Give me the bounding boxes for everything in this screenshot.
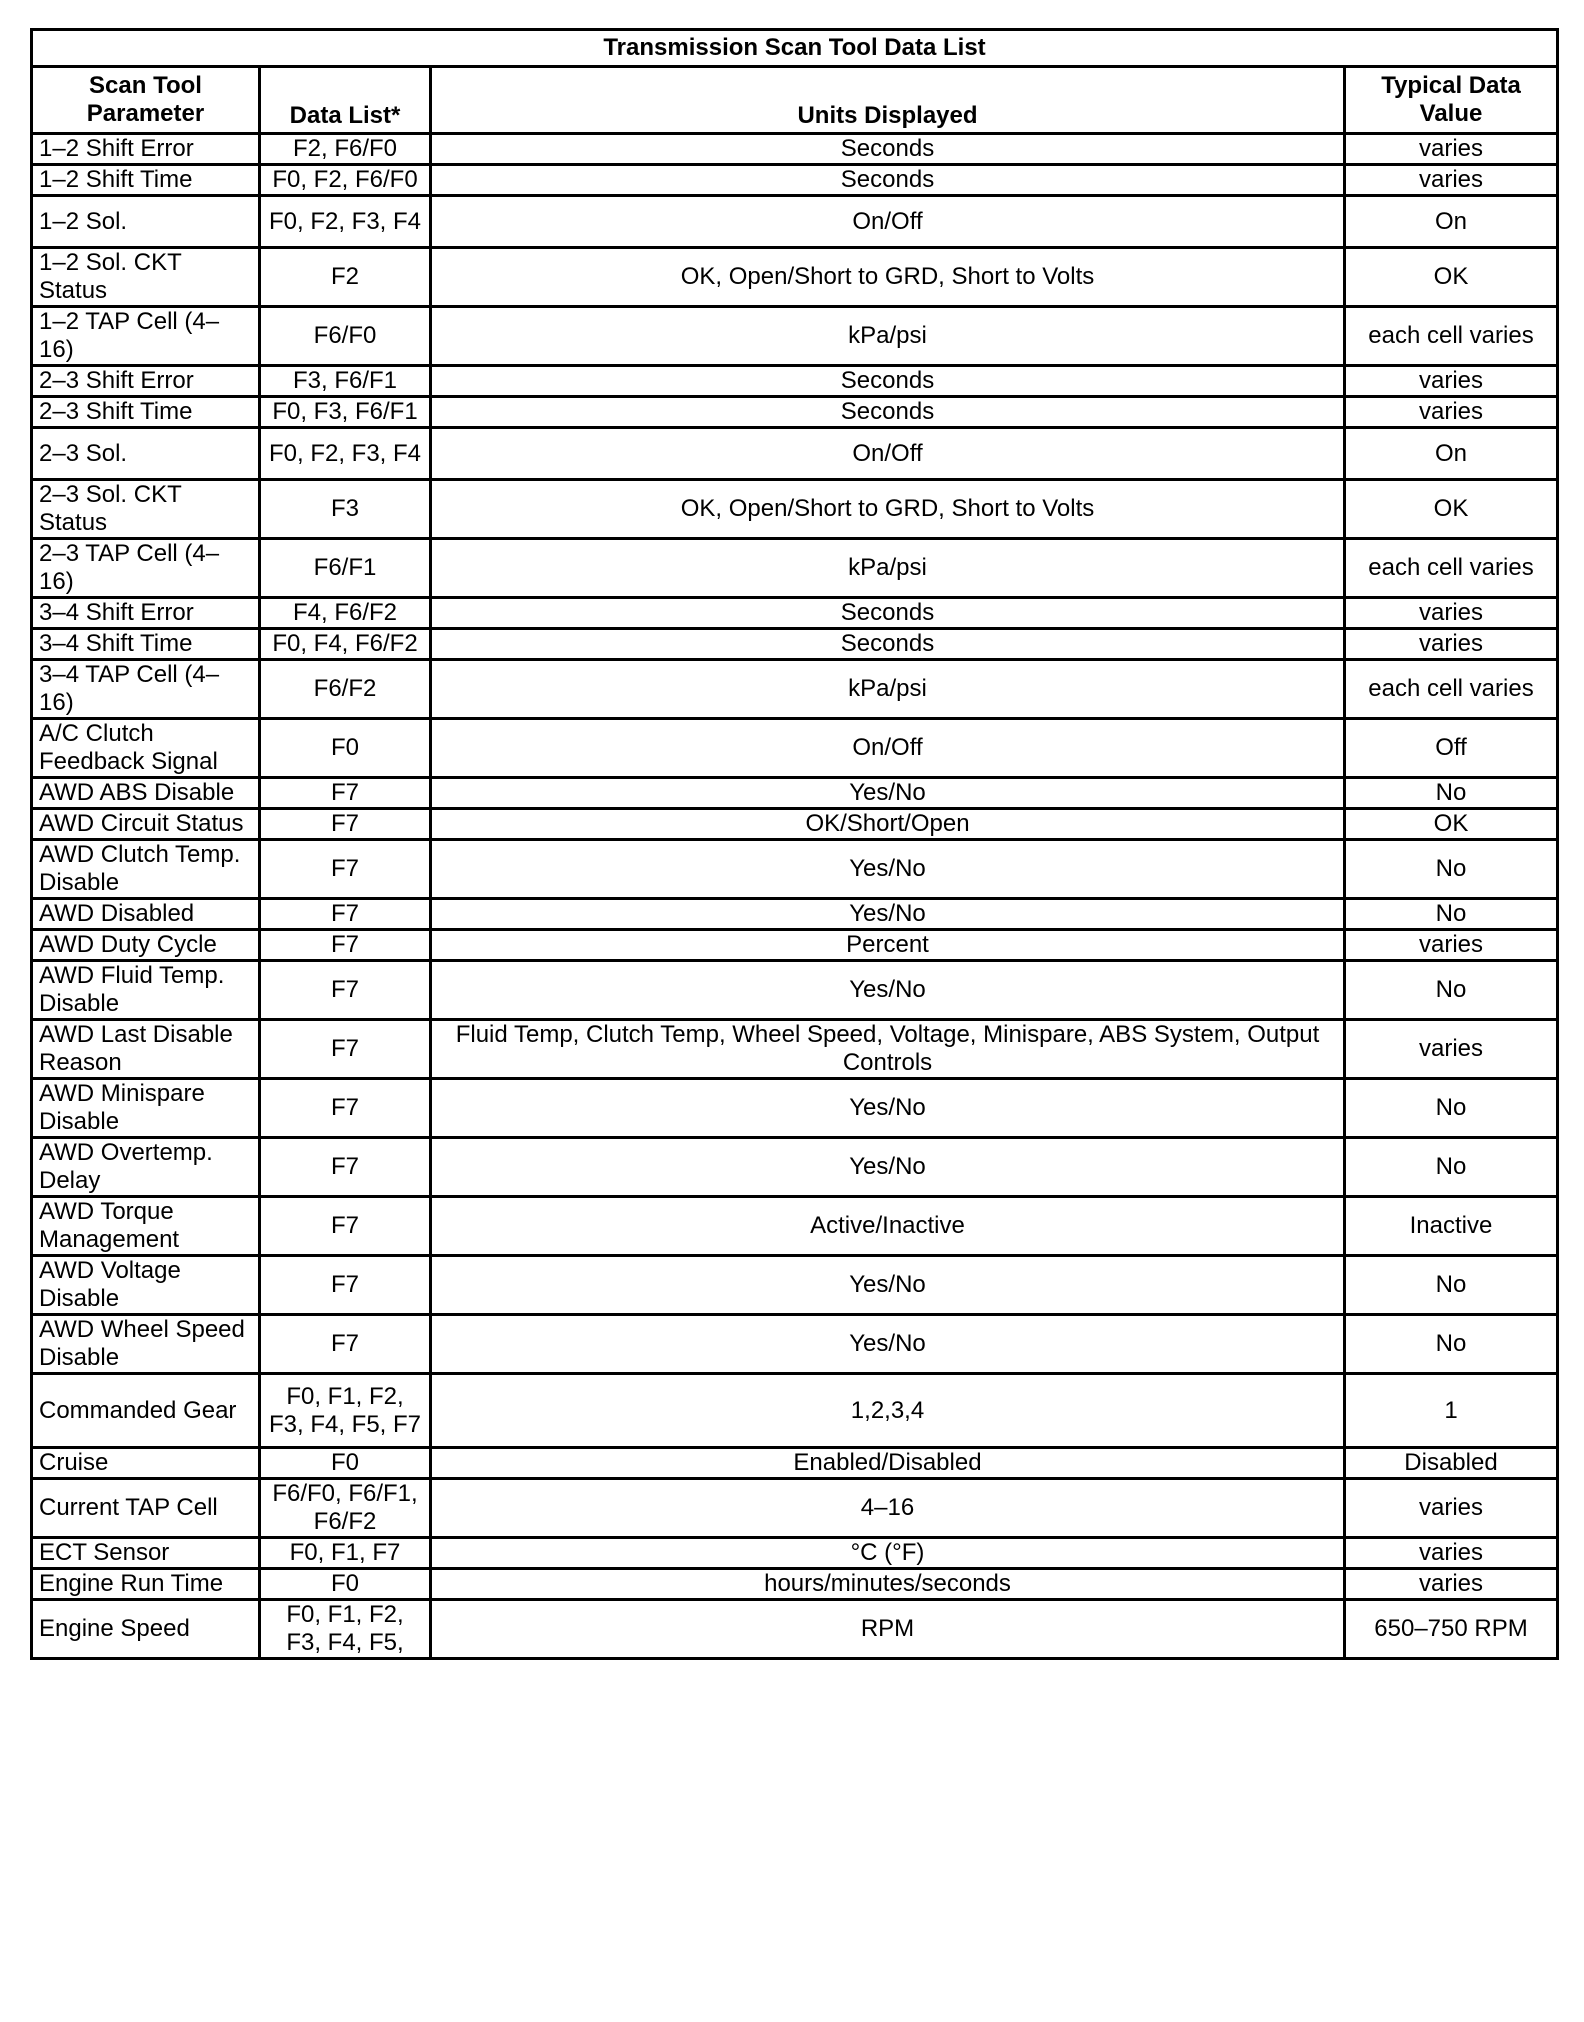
scan-tool-data-table bbox=[30, 28, 1559, 1660]
table-row bbox=[32, 1315, 1558, 1374]
table-row bbox=[32, 1479, 1558, 1538]
cell-units: 4–16 bbox=[431, 1479, 1345, 1538]
cell-parameter: 3–4 Shift Error bbox=[32, 598, 260, 629]
cell-parameter: AWD Clutch Temp. Disable bbox=[32, 840, 260, 899]
table-row bbox=[32, 719, 1558, 778]
table-row bbox=[32, 809, 1558, 840]
table-row bbox=[32, 1138, 1558, 1197]
cell-value: varies bbox=[1345, 1020, 1558, 1079]
cell-value: Off bbox=[1345, 719, 1558, 778]
cell-parameter: 2–3 Sol. CKT Status bbox=[32, 480, 260, 539]
cell-data-list: F7 bbox=[260, 1020, 431, 1079]
cell-units: Yes/No bbox=[431, 778, 1345, 809]
cell-parameter: AWD Duty Cycle bbox=[32, 930, 260, 961]
header-data-list: Data List* bbox=[260, 67, 431, 134]
cell-value: varies bbox=[1345, 397, 1558, 428]
cell-value: OK bbox=[1345, 480, 1558, 539]
table-row bbox=[32, 598, 1558, 629]
table-row bbox=[32, 1020, 1558, 1079]
table-row bbox=[32, 366, 1558, 397]
cell-value: No bbox=[1345, 1138, 1558, 1197]
cell-value: Disabled bbox=[1345, 1448, 1558, 1479]
cell-value: varies bbox=[1345, 1538, 1558, 1569]
cell-units: Seconds bbox=[431, 165, 1345, 196]
cell-units: Active/Inactive bbox=[431, 1197, 1345, 1256]
cell-units: RPM bbox=[431, 1600, 1345, 1659]
cell-data-list: F7 bbox=[260, 1315, 431, 1374]
cell-units: Yes/No bbox=[431, 1315, 1345, 1374]
table-row bbox=[32, 660, 1558, 719]
cell-parameter: 1–2 Shift Time bbox=[32, 165, 260, 196]
cell-parameter: Current TAP Cell bbox=[32, 1479, 260, 1538]
cell-value: No bbox=[1345, 1315, 1558, 1374]
cell-parameter: 1–2 Sol. CKT Status bbox=[32, 248, 260, 307]
cell-units: kPa/psi bbox=[431, 307, 1345, 366]
cell-units: kPa/psi bbox=[431, 539, 1345, 598]
cell-data-list: F0, F1, F7 bbox=[260, 1538, 431, 1569]
cell-value: varies bbox=[1345, 165, 1558, 196]
table-row bbox=[32, 1374, 1558, 1448]
cell-value: OK bbox=[1345, 809, 1558, 840]
header-value: Typical Data Value bbox=[1345, 67, 1558, 134]
cell-units: OK, Open/Short to GRD, Short to Volts bbox=[431, 248, 1345, 307]
table-row bbox=[32, 307, 1558, 366]
title-row bbox=[32, 30, 1558, 67]
header-units: Units Displayed bbox=[431, 67, 1345, 134]
cell-data-list: F7 bbox=[260, 778, 431, 809]
table-row bbox=[32, 1079, 1558, 1138]
header-row bbox=[32, 67, 1558, 134]
cell-parameter: AWD Voltage Disable bbox=[32, 1256, 260, 1315]
cell-data-list: F7 bbox=[260, 1138, 431, 1197]
cell-parameter: 1–2 Sol. bbox=[32, 196, 260, 248]
cell-parameter: 3–4 TAP Cell (4–16) bbox=[32, 660, 260, 719]
cell-parameter: AWD Last Disable Reason bbox=[32, 1020, 260, 1079]
cell-value: varies bbox=[1345, 1569, 1558, 1600]
cell-parameter: AWD Torque Management bbox=[32, 1197, 260, 1256]
cell-data-list: F0, F4, F6/F2 bbox=[260, 629, 431, 660]
cell-units: Yes/No bbox=[431, 840, 1345, 899]
cell-value: 650–750 RPM bbox=[1345, 1600, 1558, 1659]
cell-value: On bbox=[1345, 428, 1558, 480]
table-row bbox=[32, 196, 1558, 248]
cell-data-list: F7 bbox=[260, 961, 431, 1020]
cell-units: Seconds bbox=[431, 629, 1345, 660]
cell-value: No bbox=[1345, 899, 1558, 930]
cell-data-list: F6/F1 bbox=[260, 539, 431, 598]
table-row bbox=[32, 1538, 1558, 1569]
cell-parameter: A/C Clutch Feedback Signal bbox=[32, 719, 260, 778]
cell-parameter: ECT Sensor bbox=[32, 1538, 260, 1569]
table-row bbox=[32, 629, 1558, 660]
table-row bbox=[32, 930, 1558, 961]
cell-value: 1 bbox=[1345, 1374, 1558, 1448]
cell-parameter: Engine Run Time bbox=[32, 1569, 260, 1600]
document-page bbox=[30, 28, 1556, 1660]
cell-units: Seconds bbox=[431, 598, 1345, 629]
cell-parameter: 2–3 Shift Error bbox=[32, 366, 260, 397]
cell-value: varies bbox=[1345, 1479, 1558, 1538]
cell-value: No bbox=[1345, 778, 1558, 809]
cell-data-list: F6/F0, F6/F1, F6/F2 bbox=[260, 1479, 431, 1538]
cell-units: Percent bbox=[431, 930, 1345, 961]
cell-data-list: F2, F6/F0 bbox=[260, 134, 431, 165]
cell-data-list: F0, F1, F2, F3, F4, F5, F7 bbox=[260, 1374, 431, 1448]
cell-units: Fluid Temp, Clutch Temp, Wheel Speed, Voltage, Minispare, ABS System, Output Controls bbox=[431, 1020, 1345, 1079]
cell-data-list: F4, F6/F2 bbox=[260, 598, 431, 629]
cell-units: Seconds bbox=[431, 397, 1345, 428]
cell-value: On bbox=[1345, 196, 1558, 248]
cell-parameter: AWD Overtemp. Delay bbox=[32, 1138, 260, 1197]
cell-units: °C (°F) bbox=[431, 1538, 1345, 1569]
cell-value: each cell varies bbox=[1345, 539, 1558, 598]
table-title: Transmission Scan Tool Data List bbox=[32, 30, 1558, 67]
cell-parameter: AWD Fluid Temp. Disable bbox=[32, 961, 260, 1020]
cell-units: On/Off bbox=[431, 719, 1345, 778]
cell-parameter: 2–3 Sol. bbox=[32, 428, 260, 480]
cell-data-list: F7 bbox=[260, 1079, 431, 1138]
table-row bbox=[32, 397, 1558, 428]
cell-units: Yes/No bbox=[431, 1138, 1345, 1197]
cell-data-list: F7 bbox=[260, 1256, 431, 1315]
cell-parameter: 1–2 TAP Cell (4–16) bbox=[32, 307, 260, 366]
cell-value: varies bbox=[1345, 629, 1558, 660]
cell-data-list: F7 bbox=[260, 809, 431, 840]
cell-data-list: F6/F2 bbox=[260, 660, 431, 719]
cell-units: Yes/No bbox=[431, 899, 1345, 930]
cell-parameter: AWD Circuit Status bbox=[32, 809, 260, 840]
table-row bbox=[32, 1197, 1558, 1256]
table-row bbox=[32, 134, 1558, 165]
cell-units: hours/minutes/seconds bbox=[431, 1569, 1345, 1600]
table-row bbox=[32, 480, 1558, 539]
cell-data-list: F7 bbox=[260, 930, 431, 961]
cell-parameter: 1–2 Shift Error bbox=[32, 134, 260, 165]
cell-data-list: F3 bbox=[260, 480, 431, 539]
cell-units: OK/Short/Open bbox=[431, 809, 1345, 840]
table-row bbox=[32, 1256, 1558, 1315]
table-row bbox=[32, 961, 1558, 1020]
cell-units: On/Off bbox=[431, 196, 1345, 248]
table-row bbox=[32, 1569, 1558, 1600]
cell-units: kPa/psi bbox=[431, 660, 1345, 719]
cell-parameter: AWD Disabled bbox=[32, 899, 260, 930]
table-row bbox=[32, 778, 1558, 809]
cell-value: No bbox=[1345, 1256, 1558, 1315]
cell-data-list: F0, F2, F6/F0 bbox=[260, 165, 431, 196]
table-row bbox=[32, 428, 1558, 480]
cell-value: OK bbox=[1345, 248, 1558, 307]
cell-parameter: 3–4 Shift Time bbox=[32, 629, 260, 660]
cell-data-list: F2 bbox=[260, 248, 431, 307]
table-row bbox=[32, 248, 1558, 307]
cell-units: Yes/No bbox=[431, 1079, 1345, 1138]
cell-data-list: F7 bbox=[260, 1197, 431, 1256]
table-row bbox=[32, 840, 1558, 899]
cell-value: Inactive bbox=[1345, 1197, 1558, 1256]
cell-value: each cell varies bbox=[1345, 660, 1558, 719]
cell-value: varies bbox=[1345, 366, 1558, 397]
table-body bbox=[32, 134, 1558, 1659]
cell-units: Seconds bbox=[431, 134, 1345, 165]
table-row bbox=[32, 1600, 1558, 1659]
cell-units: OK, Open/Short to GRD, Short to Volts bbox=[431, 480, 1345, 539]
cell-units: Enabled/Disabled bbox=[431, 1448, 1345, 1479]
cell-data-list: F6/F0 bbox=[260, 307, 431, 366]
cell-data-list: F0 bbox=[260, 719, 431, 778]
cell-data-list: F7 bbox=[260, 899, 431, 930]
cell-value: No bbox=[1345, 1079, 1558, 1138]
cell-data-list: F0, F1, F2, F3, F4, F5, bbox=[260, 1600, 431, 1659]
cell-value: varies bbox=[1345, 134, 1558, 165]
cell-value: No bbox=[1345, 961, 1558, 1020]
cell-parameter: 2–3 Shift Time bbox=[32, 397, 260, 428]
cell-parameter: Cruise bbox=[32, 1448, 260, 1479]
cell-data-list: F0, F3, F6/F1 bbox=[260, 397, 431, 428]
cell-data-list: F7 bbox=[260, 840, 431, 899]
cell-parameter: AWD ABS Disable bbox=[32, 778, 260, 809]
cell-parameter: AWD Wheel Speed Disable bbox=[32, 1315, 260, 1374]
cell-value: each cell varies bbox=[1345, 307, 1558, 366]
cell-value: varies bbox=[1345, 930, 1558, 961]
cell-data-list: F0, F2, F3, F4 bbox=[260, 428, 431, 480]
table-row bbox=[32, 165, 1558, 196]
table-row bbox=[32, 899, 1558, 930]
cell-parameter: Engine Speed bbox=[32, 1600, 260, 1659]
table-row bbox=[32, 539, 1558, 598]
cell-parameter: AWD Minispare Disable bbox=[32, 1079, 260, 1138]
header-parameter: Scan Tool Parameter bbox=[32, 67, 260, 134]
cell-units: On/Off bbox=[431, 428, 1345, 480]
table-row bbox=[32, 1448, 1558, 1479]
cell-units: Seconds bbox=[431, 366, 1345, 397]
cell-units: 1,2,3,4 bbox=[431, 1374, 1345, 1448]
cell-units: Yes/No bbox=[431, 1256, 1345, 1315]
cell-data-list: F0 bbox=[260, 1569, 431, 1600]
cell-parameter: 2–3 TAP Cell (4–16) bbox=[32, 539, 260, 598]
cell-value: No bbox=[1345, 840, 1558, 899]
cell-data-list: F0 bbox=[260, 1448, 431, 1479]
cell-parameter: Commanded Gear bbox=[32, 1374, 260, 1448]
cell-value: varies bbox=[1345, 598, 1558, 629]
cell-data-list: F0, F2, F3, F4 bbox=[260, 196, 431, 248]
cell-units: Yes/No bbox=[431, 961, 1345, 1020]
cell-data-list: F3, F6/F1 bbox=[260, 366, 431, 397]
